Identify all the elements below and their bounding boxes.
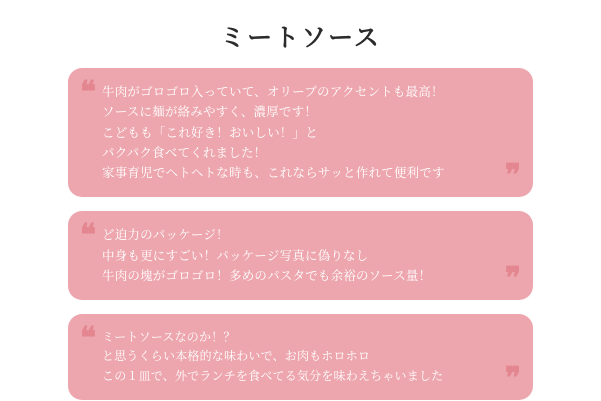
review-line: 牛肉の塊がゴロゴロ！多めのパスタでも余裕のソース量！ [102, 268, 432, 283]
quote-open-icon: ❝ [80, 322, 97, 355]
review-line: パクパク食べてくれました！ [102, 145, 267, 160]
review-line: ソースに麺が絡みやすく、濃厚です！ [102, 105, 318, 120]
review-line: この１皿で、外でランチを食べてる気分を味わえちゃいました [102, 368, 444, 383]
quote-close-icon: ❞ [504, 159, 521, 193]
review-card-list [0, 68, 601, 400]
review-line: ミートソースなのか！？ [102, 330, 236, 344]
quote-close-icon: ❞ [504, 362, 521, 396]
page-title: ミートソース [220, 24, 381, 52]
review-line: こどもも「これ好き！おいしい！」と [102, 125, 318, 140]
review-card [68, 68, 533, 197]
review-line: 家事育児でヘトヘトな時も、これならサッと作れて便利です [102, 166, 445, 180]
review-card [68, 211, 533, 300]
review-card [68, 314, 533, 400]
quote-open-icon: ❝ [80, 219, 97, 253]
review-line: と思うくらい本格的な味わいで、お肉もホロホロ [102, 349, 371, 364]
quote-open-icon: ❝ [80, 76, 97, 109]
review-line: 中身も更にすごい！パッケージ写真に偽りなし [102, 248, 369, 263]
review-line: ど迫力のパッケージ！ [102, 228, 229, 243]
quote-close-icon: ❞ [504, 262, 521, 295]
review-line: 牛肉がゴロゴロ入っていて、オリーブのアクセントも最高！ [102, 85, 444, 99]
